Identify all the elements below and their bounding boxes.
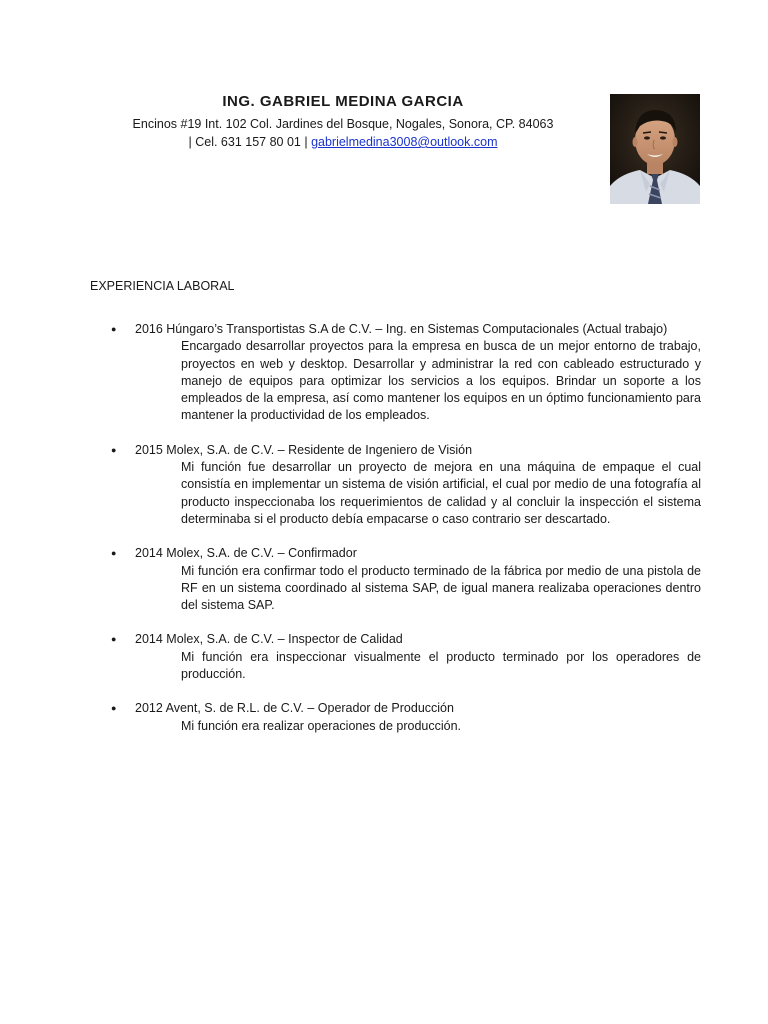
bullet-icon: ● xyxy=(111,548,117,559)
job-heading xyxy=(110,442,701,459)
candidate-name: ING. GABRIEL MEDINA GARCIA xyxy=(222,93,464,110)
bullet-icon: ● xyxy=(111,634,117,645)
job-description: Mi función era confirmar todo el producto terminado de la fábrica por medio de una pistola de RF en un sistema coordinado al sistema SAP, de igual manera realizaba operaciones dentro del sistema SAP. xyxy=(181,563,701,613)
phone-text: | Cel. 631 157 80 01 | xyxy=(188,135,312,149)
bullet-icon: ● xyxy=(111,444,117,455)
bullet-icon: ● xyxy=(111,324,117,334)
job-heading xyxy=(110,631,701,648)
job-heading-text: 2015 Molex, S.A. de C.V. – Residente de Ingeniero de Visión xyxy=(135,442,473,457)
list-item xyxy=(110,545,701,614)
experience-list xyxy=(110,321,701,752)
list-item xyxy=(110,442,701,528)
list-item xyxy=(110,631,701,683)
list-item xyxy=(110,700,701,735)
profile-photo xyxy=(610,94,700,204)
job-description: Mi función era inspeccionar visualmente el producto terminado por los operadores de producción. xyxy=(181,649,701,682)
list-item xyxy=(110,321,701,425)
job-heading-text: 2016 Húngaro’s Transportistas S.A de C.V. – Ing. en Sistemas Computacionales (Actual trabajo) xyxy=(135,322,668,336)
section-title-experience: EXPERIENCIA LABORAL xyxy=(90,279,235,293)
job-description: Encargado desarrollar proyectos para la empresa en busca de un mejor entorno de trabajo, proyectos en web y desktop. Desarrollar y administrar la red con cableado estructurado y manejo de equipos para optimizar los servicios a los equipos. Brindar un soporte a los empleados de la empresa, así como mantener los equipos en un óptimo funcionamiento para mantener la productividad de los empleados. xyxy=(181,339,701,423)
address-line: Encinos #19 Int. 102 Col. Jardines del Bosque, Nogales, Sonora, CP. 84063 xyxy=(132,117,554,131)
resume-header xyxy=(120,93,566,151)
job-heading-text: 2014 Molex, S.A. de C.V. – Inspector de Calidad xyxy=(135,632,403,647)
job-heading xyxy=(110,545,701,562)
contact-line xyxy=(120,133,566,151)
job-heading-text: 2012 Avent, S. de R.L. de C.V. – Operador de Producción xyxy=(135,701,454,716)
job-description: Mi función fue desarrollar un proyecto de mejora en una máquina de empaque el cual consistía en implementar un sistema de visión artificial, el cual por medio de una fotografía al producto inspeccionaba los requerimientos de calidad y al concluir la inspección el sistema determinaba si el producto debía empacarse o caso contrario ser descartado. xyxy=(181,460,701,526)
email-link[interactable]: gabrielmedina3008@outlook.com xyxy=(311,135,498,149)
job-heading xyxy=(110,321,701,338)
bullet-icon: ● xyxy=(111,703,117,714)
job-heading xyxy=(110,700,701,717)
job-heading-text: 2014 Molex, S.A. de C.V. – Confirmador xyxy=(135,546,357,561)
job-description: Mi función era realizar operaciones de producción. xyxy=(181,718,462,733)
